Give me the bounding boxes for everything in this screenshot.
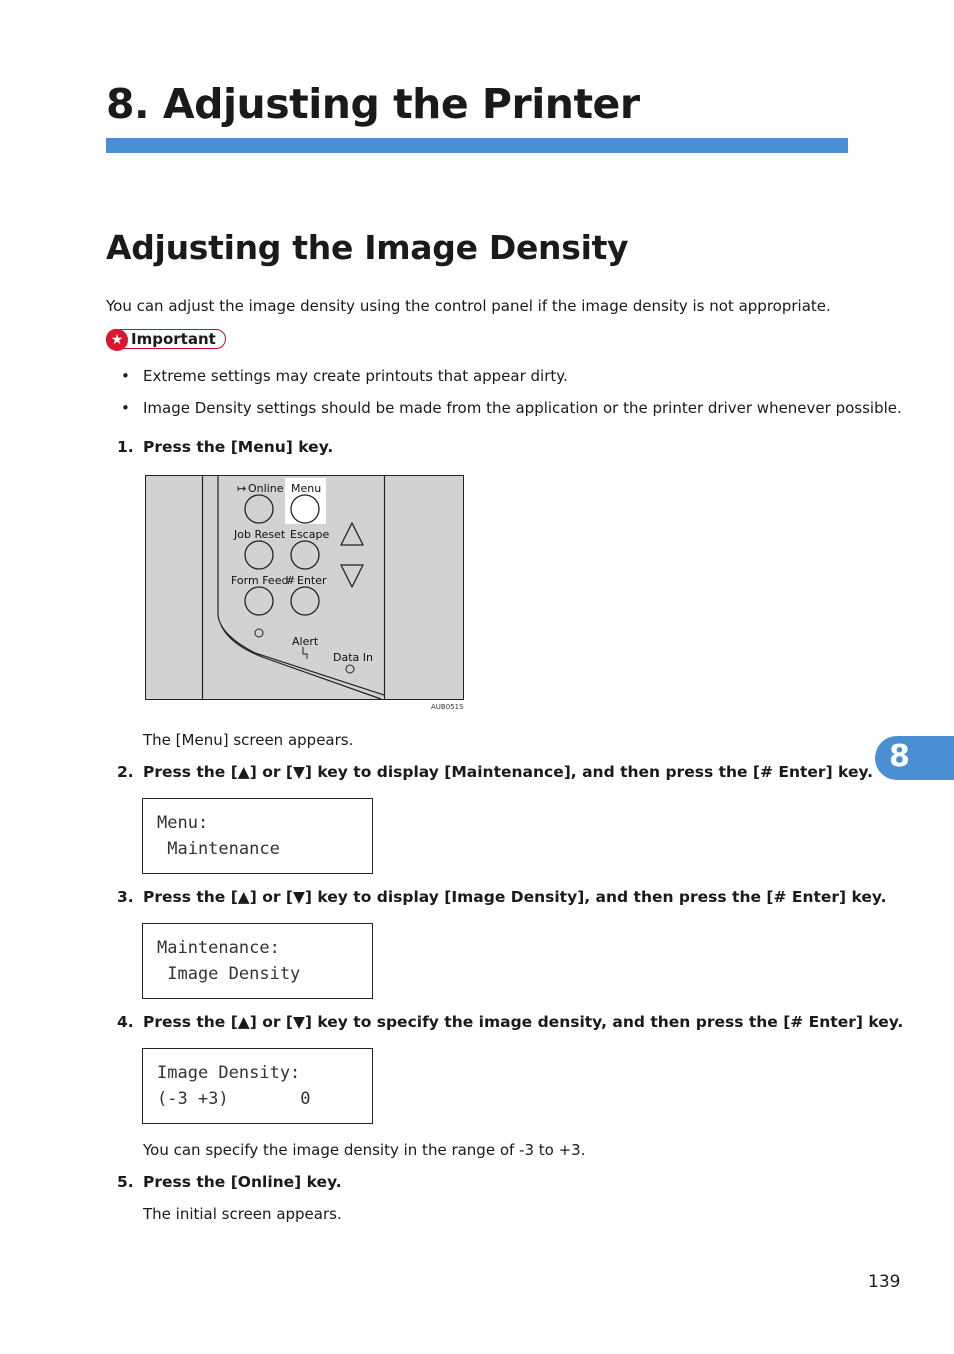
online-arrow-icon: ↦ (237, 482, 247, 495)
figure-code: AUB051S (431, 703, 464, 711)
lcd-line-1: Image Density: (157, 1063, 301, 1083)
alert-indicator-label: Alert (292, 635, 319, 648)
job-reset-key-label: Job Reset (234, 528, 286, 541)
lcd-line-1: Maintenance: (157, 938, 280, 958)
step-note: The initial screen appears. (143, 1205, 342, 1223)
intro-paragraph: You can adjust the image density using the control panel if the image density is not appropriate. (106, 297, 831, 315)
important-badge (106, 329, 226, 349)
menu-key-label: Menu (291, 482, 322, 495)
bullet-text: Image Density settings should be made from the application or the printer driver whenever possible. (143, 399, 902, 417)
chapter-title: 8. Adjusting the Printer (106, 80, 640, 128)
step-note: The [Menu] screen appears. (143, 731, 354, 749)
step-text: Press the [Online] key. (143, 1173, 342, 1191)
control-panel-illustration (145, 475, 464, 704)
lcd-line-2: Image Density (157, 964, 301, 984)
lcd-screen (142, 1048, 373, 1124)
step-note: You can specify the image density in the range of -3 to +3. (143, 1141, 586, 1159)
step-number: 1. (117, 438, 134, 456)
star-icon: ★ (106, 329, 128, 351)
bullet-text: Extreme settings may create printouts that appear dirty. (143, 367, 568, 385)
page-number: 139 (868, 1272, 901, 1292)
section-title: Adjusting the Image Density (106, 228, 629, 267)
lcd-line-2: (-3 +3) 0 (157, 1089, 311, 1109)
lcd-screen (142, 923, 373, 999)
important-label: Important (131, 330, 216, 348)
lcd-screen (142, 798, 373, 874)
chapter-tab-number: 8 (889, 739, 910, 774)
step-number: 3. (117, 888, 134, 906)
hash-icon: # (286, 574, 296, 587)
step-number: 5. (117, 1173, 134, 1191)
step-text: Press the [Menu] key. (143, 438, 334, 456)
step-text: Press the [▲] or [▼] key to specify the image density, and then press the [# Enter] key. (143, 1013, 904, 1031)
lcd-line-2: Maintenance (157, 839, 280, 859)
step-number: 4. (117, 1013, 134, 1031)
step-text: Press the [▲] or [▼] key to display [Maintenance], and then press the [# Enter] key. (143, 763, 874, 781)
bullet-icon: • (121, 367, 130, 385)
online-key-label: Online (248, 482, 284, 495)
data-in-indicator-label: Data In (333, 651, 373, 664)
lcd-line-1: Menu: (157, 813, 209, 833)
chapter-side-tab (875, 736, 954, 780)
escape-key-label: Escape (290, 528, 330, 541)
bullet-icon: • (121, 399, 130, 417)
chapter-title-bar (106, 138, 848, 153)
step-text: Press the [▲] or [▼] key to display [Image Density], and then press the [# Enter] key. (143, 888, 887, 906)
step-number: 2. (117, 763, 134, 781)
form-feed-key-label: Form Feed (231, 574, 289, 587)
enter-key-label: Enter (297, 574, 327, 587)
